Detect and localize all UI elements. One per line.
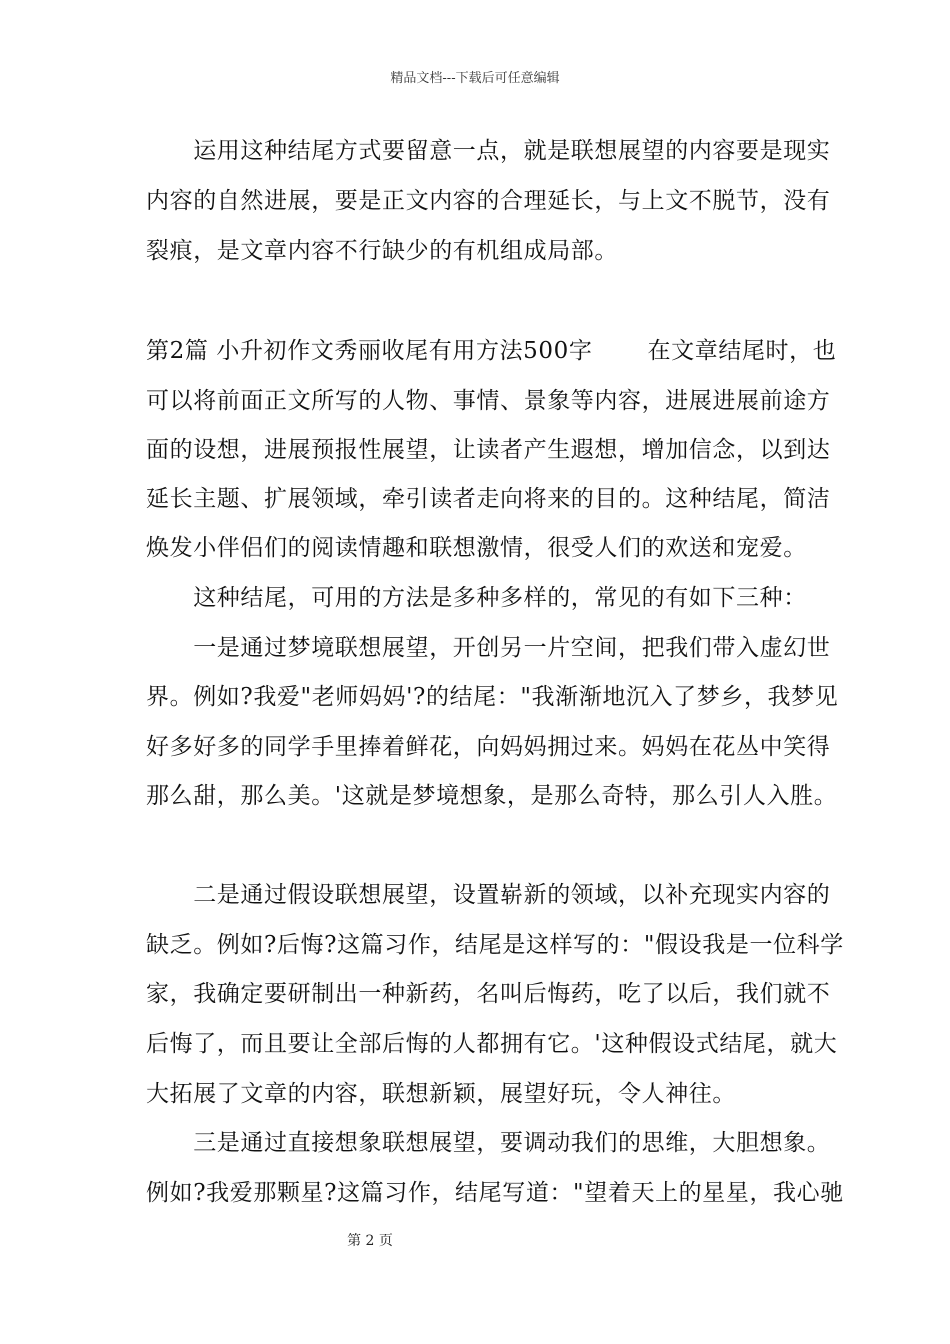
- page-number: 第 2 页: [347, 1233, 393, 1249]
- text-line: 缺乏。例如?后悔?这篇习作，结尾是这样写的："假设我是一位科学: [146, 932, 844, 958]
- text-line: 运用这种结尾方式要留意一点，就是联想展望的内容要是现实: [146, 138, 831, 164]
- text-line: 第2篇 小升初作文秀丽收尾有用方法500字 在文章结尾时，也: [146, 338, 837, 364]
- text-line: 三是通过直接想象联想展望，要调动我们的思维，大胆想象。: [146, 1130, 831, 1156]
- text-line: 焕发小伴侣们的阅读情趣和联想激情，很受人们的欢送和宠爱。: [146, 535, 807, 561]
- text-line: 那么甜，那么美。'这就是梦境想象，是那么奇特，那么引人入胜。: [146, 783, 838, 809]
- text-line: 这种结尾，可用的方法是多种多样的，常见的有如下三种：: [146, 585, 807, 611]
- text-line: 延长主题、扩展领域，牵引读者走向将来的目的。这种结尾，简洁: [146, 486, 831, 512]
- text-line: 后悔了，而且要让全部后悔的人都拥有它。'这种假设式结尾，就大: [146, 1031, 838, 1057]
- text-line: 面的设想，进展预报性展望，让读者产生遐想，增加信念，以到达: [146, 437, 831, 463]
- text-line: 大拓展了文章的内容，联想新颖，展望好玩，令人神往。: [146, 1081, 736, 1107]
- text-line: 可以将前面正文所写的人物、事情、景象等内容，进展进展前途方: [146, 388, 831, 414]
- page-header: 精品文档---下载后可任意编辑: [390, 71, 560, 86]
- text-line: 家，我确定要研制出一种新药，名叫后悔药，吃了以后，我们就不: [146, 981, 831, 1007]
- text-line: 裂痕，是文章内容不行缺少的有机组成局部。: [146, 238, 618, 264]
- text-line: 一是通过梦境联想展望，开创另一片空间，把我们带入虚幻世: [146, 635, 831, 661]
- text-line: 内容的自然进展，要是正文内容的合理延长，与上文不脱节，没有: [146, 188, 831, 214]
- text-line: 例如?我爱那颗星?这篇习作，结尾写道："望着天上的星星，我心驰: [146, 1180, 844, 1206]
- text-line: 好多好多的同学手里捧着鲜花，向妈妈拥过来。妈妈在花丛中笑得: [146, 734, 831, 760]
- text-line: 二是通过假设联想展望，设置崭新的领域，以补充现实内容的: [146, 882, 831, 908]
- text-line: 界。例如?我爱"老师妈妈'?的结尾："我渐渐地沉入了梦乡，我梦见: [146, 684, 839, 710]
